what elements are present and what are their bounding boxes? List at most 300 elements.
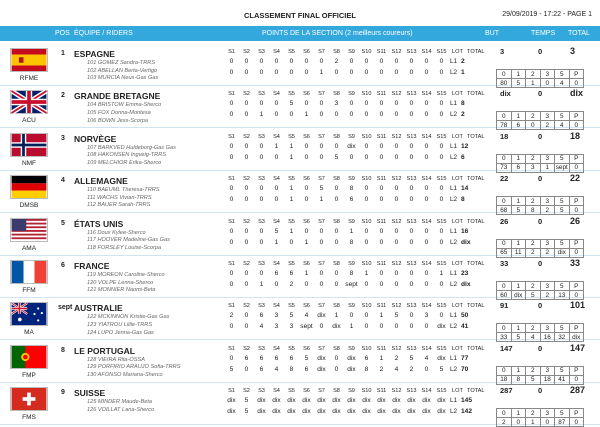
header-but: BUT	[485, 30, 499, 37]
section-score: 0	[334, 281, 339, 288]
section-score: dix	[437, 397, 446, 405]
section-label: S14	[421, 261, 432, 267]
section-score: 0	[319, 323, 324, 331]
section-label: S15	[436, 388, 447, 395]
section-label: S3	[258, 133, 265, 140]
section-points-row2	[224, 239, 449, 247]
section-label: S7	[318, 388, 325, 395]
section-score: 0	[259, 100, 264, 108]
section-label: S8	[333, 133, 340, 140]
team-name: NORVÈGE	[74, 133, 117, 144]
section-label: S7	[318, 133, 325, 140]
section-score: 0	[439, 153, 444, 161]
section-label: S6	[303, 218, 310, 225]
section-label: S14	[421, 218, 432, 225]
lot-label: LOT	[452, 91, 463, 98]
team-position: 9	[61, 389, 65, 397]
section-score: 5	[304, 354, 309, 362]
section-score: 0	[259, 69, 264, 76]
rider-list	[87, 102, 161, 125]
section-label: S1	[228, 261, 235, 267]
grid-header-cell: 2	[526, 197, 541, 206]
grid-header-cell: 2	[526, 70, 541, 79]
section-score: dix	[437, 323, 446, 331]
section-label: S15	[436, 91, 447, 98]
grid-count-cell: 32	[555, 333, 570, 342]
section-score: dix	[377, 397, 386, 405]
section-score: 0	[439, 196, 444, 204]
lot-1-label: L1	[450, 100, 458, 108]
lot-label: LOT	[452, 49, 463, 55]
section-label: S10	[361, 49, 372, 55]
lot-2-total: 2	[461, 111, 465, 119]
section-label: S4	[273, 49, 280, 55]
grid-count-cell: 18	[497, 375, 512, 384]
section-score: 0	[244, 153, 249, 161]
section-score: 0	[439, 100, 444, 108]
but-score: 26	[500, 216, 509, 226]
grid-count-cell: 4	[555, 79, 570, 88]
rider-name: 123 YIATROU Lillie-TRRS	[87, 321, 153, 328]
grid-header-cell: 3	[540, 112, 555, 121]
section-score: dix	[317, 312, 326, 320]
grid-header-cell: 0	[497, 324, 512, 333]
section-points-row1	[224, 58, 449, 66]
section-score: 0	[364, 227, 369, 235]
section-score: 0	[409, 323, 414, 331]
grid-header-cell: 2	[526, 239, 541, 248]
section-score: 0	[244, 270, 249, 277]
section-score: 5	[439, 365, 444, 373]
lot-label: LOT	[452, 345, 463, 352]
section-score: dix	[407, 397, 416, 405]
section-label: S5	[288, 345, 295, 352]
grid-header-cell: 3	[540, 154, 555, 163]
section-label: S13	[406, 303, 417, 310]
grid-header-cell: 5	[555, 70, 570, 79]
section-score: 0	[229, 58, 234, 65]
grid-header-cell: P	[569, 197, 584, 206]
section-score: 0	[394, 185, 399, 193]
section-label: S5	[288, 303, 295, 310]
but-score: 22	[500, 174, 509, 184]
rider-name: 108 HAKONSEN Ingveig-TRRS	[87, 152, 166, 159]
section-score: 0	[424, 142, 429, 150]
grid-header-cell: 0	[497, 154, 512, 163]
section-score: 0	[244, 100, 249, 108]
section-score: 0	[229, 153, 234, 161]
grid-header-cell: 1	[511, 282, 526, 291]
team-position: 6	[61, 262, 65, 269]
section-score: 0	[424, 323, 429, 331]
total-label: TOTAL	[467, 345, 485, 352]
section-label: S3	[258, 303, 265, 310]
score-breakdown-grid	[496, 111, 584, 130]
section-score: 0	[394, 281, 399, 288]
grid-header-cell: P	[569, 154, 584, 163]
section-label: S5	[288, 218, 295, 225]
section-score: 0	[394, 58, 399, 65]
section-score: 0	[409, 270, 414, 277]
team-name: ÉTATS UNIS	[74, 218, 124, 229]
grid-count-cell: dix	[569, 333, 584, 342]
federation-code: FMP	[22, 371, 36, 379]
section-label: S3	[258, 176, 265, 183]
rider-list	[87, 230, 170, 253]
rider-list	[87, 187, 160, 210]
rider-list	[87, 357, 180, 380]
grid-count-cell: 1	[526, 418, 541, 427]
section-score: 0	[379, 227, 384, 235]
grid-count-cell: 5	[526, 291, 541, 300]
total-score: 287	[570, 385, 586, 396]
section-label: S11	[376, 345, 387, 352]
section-score: 0	[424, 153, 429, 161]
grid-count-cell: 6	[511, 163, 526, 172]
section-points-row2	[224, 196, 449, 204]
lot-1-label: L1	[450, 312, 458, 320]
lot-2-total: 41	[461, 323, 469, 331]
temps-penalty: 0	[538, 47, 543, 56]
total-label: TOTAL	[467, 91, 485, 98]
section-label: S9	[348, 133, 355, 140]
grid-count-cell: 78	[497, 121, 512, 130]
section-score: 0	[229, 281, 234, 288]
section-score: dix	[317, 397, 326, 405]
score-breakdown-grid	[496, 69, 584, 88]
but-score: dix	[500, 89, 511, 99]
grid-header-cell: 1	[511, 239, 526, 248]
team-row	[0, 214, 600, 256]
rider-name: 104 BRISTOW Emma-Sherco	[87, 102, 162, 109]
section-score: 0	[349, 69, 354, 76]
section-score: 0	[229, 142, 234, 150]
section-score: 5	[244, 397, 249, 405]
lot-1-total: 50	[461, 312, 469, 320]
norway-flag	[10, 133, 48, 157]
score-breakdown-grid	[496, 239, 584, 258]
section-score: 0	[349, 58, 354, 65]
section-score: 0	[259, 153, 264, 161]
section-score: 4	[304, 312, 309, 320]
lot-label: LOT	[452, 133, 463, 140]
section-score: 0	[274, 185, 279, 193]
section-label: S15	[436, 261, 447, 267]
rider-name: 122 MCKINNON Kristie-Gas Gas	[87, 314, 170, 321]
team-position: 5	[61, 219, 65, 227]
section-score: dix	[407, 408, 416, 416]
section-score: 0	[274, 100, 279, 108]
section-score: 0	[394, 142, 399, 150]
lot-1-total: 2	[461, 58, 465, 65]
section-score: 0	[424, 270, 429, 277]
team-name: SUISSE	[74, 388, 106, 399]
grid-count-cell: 2	[497, 418, 512, 427]
section-label: S11	[376, 176, 387, 183]
grid-count-cell: 33	[497, 333, 512, 342]
section-label: S13	[406, 133, 417, 140]
section-label: S4	[273, 261, 280, 267]
section-label: S5	[288, 261, 295, 267]
grid-header-cell: 3	[540, 324, 555, 333]
grid-header-cell: 5	[555, 324, 570, 333]
section-score: dix	[227, 397, 236, 405]
section-score: 1	[274, 142, 279, 150]
section-score: dix	[437, 408, 446, 416]
grid-header-cell: 0	[497, 282, 512, 291]
grid-header-cell: 5	[555, 112, 570, 121]
section-label: S9	[348, 218, 355, 225]
grid-count-cell: 0	[511, 418, 526, 427]
date-page: 29/09/2019 - 17:22 - PAGE 1	[502, 11, 592, 18]
section-score: 0	[364, 238, 369, 246]
team-name: AUSTRALIE	[74, 303, 123, 314]
section-score: 2	[289, 281, 294, 288]
section-score: 1	[349, 323, 354, 331]
section-score: 4	[424, 354, 429, 362]
section-label: S5	[288, 388, 295, 395]
germany-flag	[10, 175, 48, 199]
section-label: S2	[243, 49, 250, 55]
rider-list	[87, 314, 169, 337]
section-score: 1	[334, 312, 339, 320]
section-score: 0	[229, 227, 234, 235]
section-score: 0	[259, 238, 264, 246]
section-label: S1	[228, 388, 235, 395]
section-score: 6	[259, 312, 264, 320]
section-score: dix	[392, 408, 401, 416]
grid-count-cell: 0	[569, 121, 584, 130]
section-label: S5	[288, 133, 295, 140]
section-score: 0	[409, 281, 414, 288]
temps-penalty: 0	[538, 216, 543, 226]
team-row	[0, 256, 600, 298]
grid-header-cell: 1	[511, 366, 526, 375]
lot-1-label: L1	[450, 397, 458, 405]
section-score: 1	[289, 153, 294, 161]
section-label: S4	[273, 345, 280, 352]
section-label: S15	[436, 176, 447, 183]
grid-header-cell: 1	[511, 324, 526, 333]
section-score: dix	[422, 397, 431, 405]
section-score: 0	[349, 100, 354, 108]
section-label: S3	[258, 261, 265, 267]
section-score: 0	[409, 69, 414, 76]
section-score: 0	[304, 281, 309, 288]
lot-label: LOT	[452, 218, 463, 225]
section-score: 0	[229, 69, 234, 76]
lot-2-total: dix	[461, 281, 471, 288]
section-score: 5	[319, 185, 324, 193]
grid-count-cell: 80	[497, 79, 512, 88]
section-score: 0	[349, 153, 354, 161]
section-score: 0	[364, 111, 369, 119]
section-score: 3	[334, 100, 339, 108]
section-label: S15	[436, 133, 447, 140]
section-score: 0	[424, 185, 429, 193]
grid-count-cell: 0	[540, 418, 555, 427]
section-score: 0	[229, 185, 234, 193]
section-score: dix	[227, 408, 236, 416]
section-score: 0	[274, 111, 279, 119]
rider-name: 130 AFONSO Mariana-Sherco	[87, 371, 163, 378]
section-score: 0	[424, 58, 429, 65]
section-score: 0	[439, 69, 444, 76]
section-score: 0	[319, 238, 324, 246]
section-label: S2	[243, 388, 250, 395]
section-score: 0	[439, 111, 444, 119]
section-label: S11	[376, 91, 387, 98]
section-label: S14	[421, 176, 432, 183]
grid-count-cell: 0	[569, 206, 584, 215]
section-score: 0	[364, 323, 369, 331]
section-label: S7	[318, 218, 325, 225]
section-score: 0	[439, 238, 444, 246]
section-label: S1	[228, 176, 235, 183]
grid-count-cell: 2	[540, 291, 555, 300]
section-score: 0	[394, 323, 399, 331]
section-score: 0	[244, 58, 249, 65]
section-score: 1	[304, 238, 309, 246]
section-label: S14	[421, 49, 432, 55]
grid-count-cell: 2	[540, 206, 555, 215]
temps-penalty: 0	[538, 89, 543, 99]
lot-1-total: 145	[461, 397, 473, 405]
section-label: S6	[303, 261, 310, 267]
grid-count-cell: 5	[526, 375, 541, 384]
rider-name: 128 VIEIRA Rita-OSSA	[87, 356, 145, 363]
section-score: dix	[317, 365, 326, 373]
grid-count-cell: 87	[555, 418, 570, 427]
team-position: 4	[61, 177, 65, 185]
section-label: S14	[421, 388, 432, 395]
section-score: 0	[259, 196, 264, 204]
section-score: 0	[334, 111, 339, 119]
section-score: 1	[379, 312, 384, 320]
section-score: 8	[349, 185, 354, 193]
section-score: 1	[259, 281, 264, 288]
section-label: S9	[348, 345, 355, 352]
grid-count-cell: 4	[526, 333, 541, 342]
section-score: 0	[394, 111, 399, 119]
section-points-row1	[224, 270, 449, 278]
section-score: 0	[364, 100, 369, 108]
section-score: 2	[334, 58, 339, 65]
grid-count-cell: 8	[511, 375, 526, 384]
section-label: S9	[348, 261, 355, 267]
section-score: 0	[244, 312, 249, 320]
section-label: S12	[391, 388, 402, 395]
section-label: S10	[361, 176, 372, 183]
rider-name: 116 Doux Kylee-Sherco	[87, 229, 146, 236]
section-score: 2	[394, 354, 399, 362]
section-score: 5	[394, 312, 399, 320]
section-label: S2	[243, 261, 250, 267]
section-score: 1	[289, 185, 294, 193]
section-score: 0	[379, 153, 384, 161]
but-score: 147	[500, 343, 513, 353]
section-score: 0	[424, 238, 429, 246]
temps-penalty: 0	[538, 386, 543, 396]
switzerland-flag	[10, 387, 48, 411]
section-score: 5	[229, 365, 234, 373]
section-score: 0	[424, 227, 429, 235]
section-score: dix	[287, 397, 296, 405]
section-score: 6	[274, 270, 279, 277]
but-score: 91	[500, 301, 509, 311]
grid-header-cell: P	[569, 282, 584, 291]
section-label: S7	[318, 49, 325, 55]
section-score: dix	[272, 408, 281, 416]
section-score: 0	[394, 270, 399, 277]
section-score: 0	[274, 153, 279, 161]
section-label: S14	[421, 91, 432, 98]
temps-penalty: 0	[538, 259, 543, 268]
section-score: 0	[229, 100, 234, 108]
section-label: S13	[406, 176, 417, 183]
section-score: 0	[319, 281, 324, 288]
section-score: 4	[394, 365, 399, 373]
section-score: 0	[394, 227, 399, 235]
section-score: dix	[347, 142, 356, 150]
section-score: dix	[362, 397, 371, 405]
section-points-row1	[224, 312, 449, 320]
grid-count-cell: 16	[540, 333, 555, 342]
section-score: 1	[289, 142, 294, 150]
section-score: 0	[244, 227, 249, 235]
total-label: TOTAL	[467, 49, 485, 55]
section-label: S5	[288, 91, 295, 98]
rider-name: 111 WACHS Vivian-TRRS	[87, 194, 152, 201]
section-points-row1	[224, 228, 449, 236]
section-score: 0	[304, 185, 309, 193]
section-label: S1	[228, 303, 235, 310]
team-row	[0, 129, 600, 171]
section-score: 3	[274, 323, 279, 331]
lot-1-label: L1	[450, 227, 458, 235]
section-score: 8	[349, 270, 354, 277]
team-name: ESPAGNE	[74, 49, 115, 59]
section-score: 0	[319, 153, 324, 161]
lot-label: LOT	[452, 261, 463, 267]
section-label: S3	[258, 218, 265, 225]
section-score: 0	[289, 58, 294, 65]
section-label: S12	[391, 261, 402, 267]
section-score: 0	[259, 185, 264, 193]
section-label: S2	[243, 303, 250, 310]
section-score: 0	[364, 185, 369, 193]
section-label: S9	[348, 49, 355, 55]
section-score: dix	[347, 397, 356, 405]
section-label: S2	[243, 345, 250, 352]
section-label: S6	[303, 388, 310, 395]
section-label: S10	[361, 303, 372, 310]
section-score: dix	[362, 408, 371, 416]
section-score: dix	[302, 408, 311, 416]
federation-code: DMSB	[19, 202, 39, 210]
grid-header-cell: 1	[511, 197, 526, 206]
grid-count-cell: dix	[511, 291, 526, 300]
team-row	[0, 86, 600, 128]
grid-header-cell: 5	[555, 366, 570, 375]
section-label: S13	[406, 49, 417, 55]
grid-header-cell: 5	[555, 239, 570, 248]
lot-label: LOT	[452, 303, 463, 310]
lot-1-total: 12	[461, 142, 469, 150]
team-name: GRANDE BRETAGNE	[74, 91, 161, 102]
section-points-row1	[224, 397, 449, 405]
section-label: S6	[303, 176, 310, 183]
